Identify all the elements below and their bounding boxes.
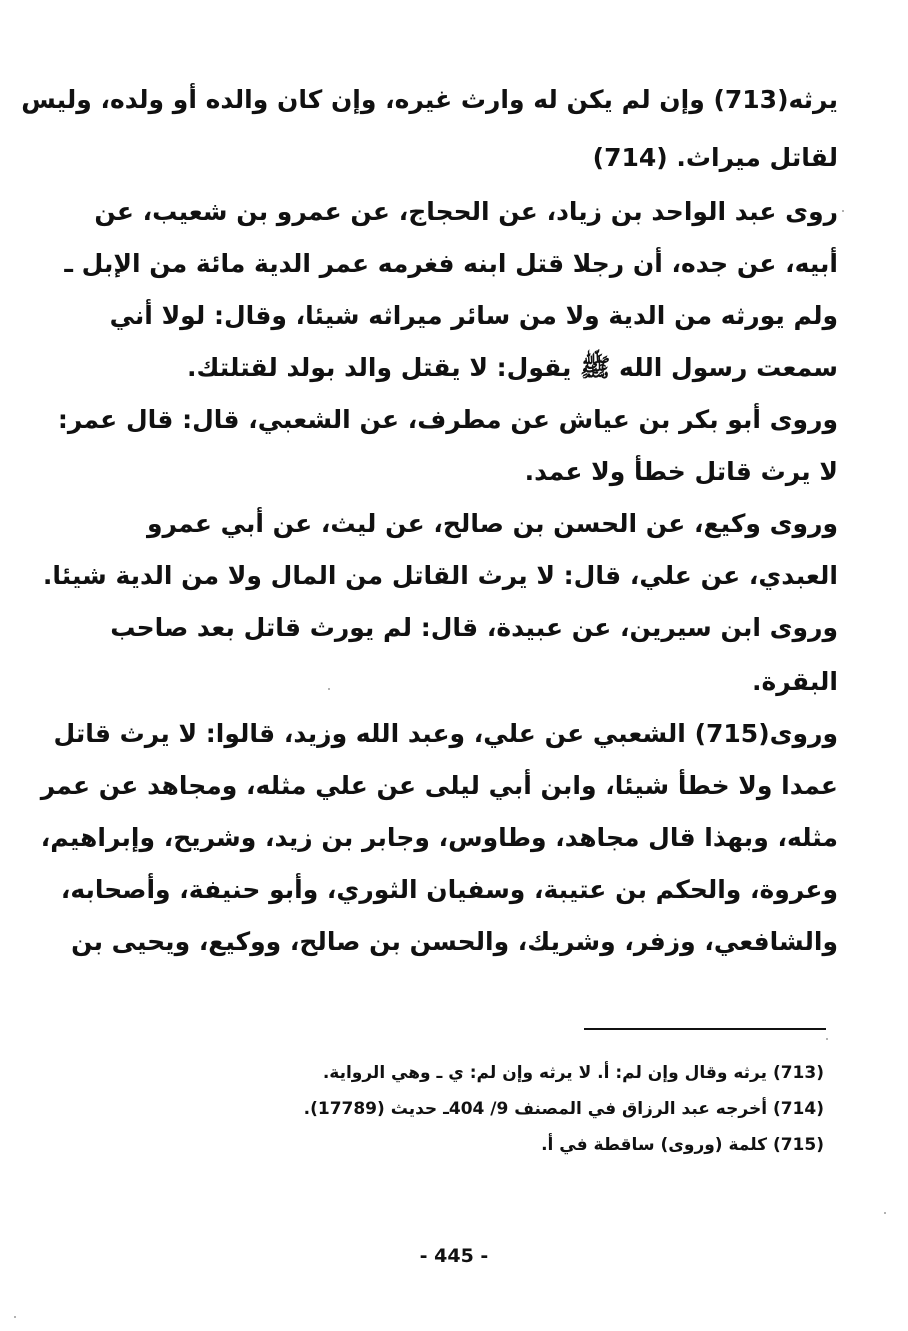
body-line-6: سمعت رسول الله ﷺ يقول: لا يقتل والد بولد لقتلتك. <box>187 353 838 382</box>
body-line-13: وروى(715) الشعبي عن علي، وعبد الله وزيد، قالوا: لا يرث قاتل <box>53 719 838 748</box>
page-number: - 445 - <box>419 1245 489 1267</box>
scan-speck <box>328 688 330 690</box>
body-line-16: وعروة، والحكم بن عتيبة، وسفيان الثوري، وأبو حنيفة، وأصحابه، <box>60 875 838 904</box>
body-line-2: لقاتل ميراث. (714) <box>592 143 838 172</box>
scan-speck <box>884 1212 886 1214</box>
body-line-11: وروى ابن سيرين، عن عبيدة، قال: لم يورث قاتل بعد صاحب <box>110 613 838 642</box>
body-line-4: أبيه، عن جده، أن رجلا قتل ابنه فغرمه عمر الدية مائة من الإبل ـ <box>64 249 838 278</box>
footnote-separator <box>584 1028 826 1030</box>
body-line-10: العبدي، عن علي، قال: لا يرث القاتل من المال ولا من الدية شيئا. <box>42 561 838 590</box>
scan-speck <box>14 1316 16 1318</box>
scan-speck <box>826 1038 828 1040</box>
footnote-713: (713) يرثه وقال وإن لم: أ. لا يرثه وإن لم: ي ـ وهي الرواية. <box>322 1063 824 1083</box>
scan-speck <box>842 210 844 212</box>
body-line-5: ولم يورثه من الدية ولا من سائر ميراثه شيئا، وقال: لولا أني <box>109 301 838 330</box>
body-line-9: وروى وكيع، عن الحسن بن صالح، عن ليث، عن أبي عمرو <box>147 509 838 538</box>
body-line-14: عمدا ولا خطأ شيئا، وابن أبي ليلى عن علي مثله، ومجاهد عن عمر <box>40 771 838 800</box>
body-line-1: يرثه(713) وإن لم يكن له وارث غيره، وإن كان والده أو ولده، وليس <box>21 85 838 114</box>
body-line-12: البقرة. <box>752 667 838 696</box>
body-line-7: وروى أبو بكر بن عياش عن مطرف، عن الشعبي، قال: قال عمر: <box>57 405 838 434</box>
body-line-3: روى عبد الواحد بن زياد، عن الحجاج، عن عمرو بن شعيب، عن <box>94 197 838 226</box>
body-line-8: لا يرث قاتل خطأ ولا عمد. <box>524 457 838 486</box>
footnote-715: (715) كلمة (وروى) ساقطة في أ. <box>541 1135 824 1155</box>
body-line-15: مثله، وبهذا قال مجاهد، وطاوس، وجابر بن زيد، وشريح، وإبراهيم، <box>40 823 838 852</box>
footnote-714: (714) أخرجه عبد الرزاق في المصنف 9/ 404ـ حديث (17789). <box>303 1099 824 1119</box>
body-line-17: والشافعي، وزفر، وشريك، والحسن بن صالح، ووكيع، ويحيى بن <box>71 927 838 956</box>
